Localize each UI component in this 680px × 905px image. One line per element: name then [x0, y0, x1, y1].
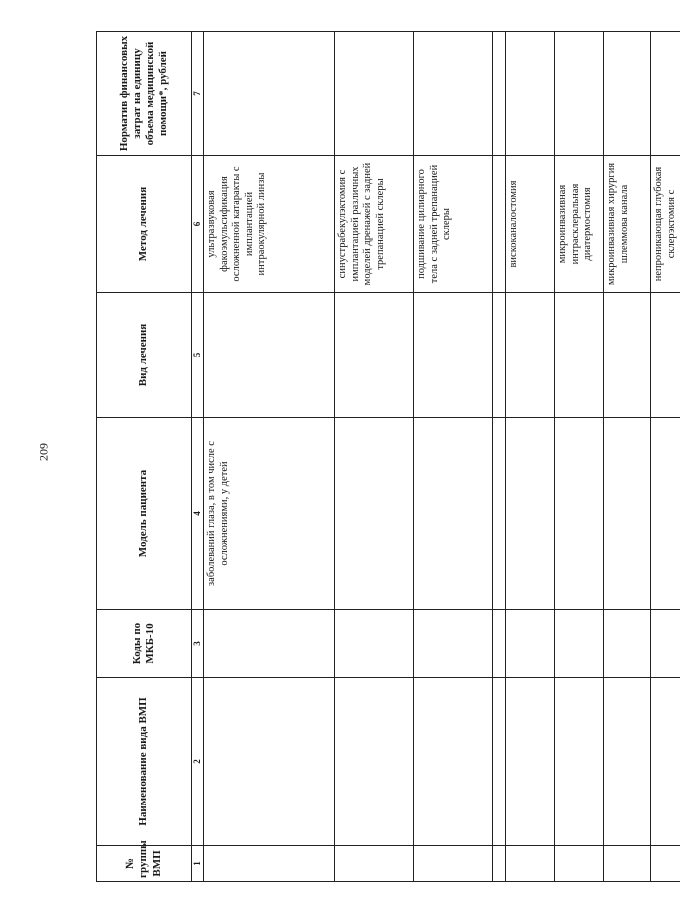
method-cell: микроинвазивная хирургия шлеммова канала: [604, 156, 651, 293]
column-number: 7: [192, 32, 204, 156]
method-cell: [493, 156, 506, 293]
rotated-table-container: [96, 32, 677, 882]
header-treatment-type: Вид лечения: [97, 293, 192, 418]
column-number: 2: [192, 678, 204, 846]
table-row: [604, 32, 651, 882]
column-number: 6: [192, 156, 204, 293]
column-number: 3: [192, 610, 204, 678]
method-cell: синустрабекулэктомия с имплантацией различных моделей дренажей с задней трепанацией склеры: [335, 156, 414, 293]
method-cell: подшивание цилиарного тела с задней трепанацией склеры: [414, 156, 493, 293]
table-row: [335, 32, 414, 882]
vmp-table: [96, 31, 680, 882]
header-row: [97, 32, 192, 882]
page-number: 209: [36, 443, 51, 461]
patient-model-cell: заболеваний глаза, в том числе с осложнениями, у детей: [204, 418, 335, 610]
method-cell: микроинвазивная интрасклеральная диатермостомия: [555, 156, 604, 293]
column-number-row: [192, 32, 204, 882]
header-cost-standard: Норматив финансовых затрат на единицу объема медицинской помощи*, рублей: [97, 32, 192, 156]
header-treatment-method: Метод лечения: [97, 156, 192, 293]
column-number: 4: [192, 418, 204, 610]
column-number: 5: [192, 293, 204, 418]
method-cell: вискоканалостомия: [506, 156, 555, 293]
method-cell: ультразвуковая факоэмульсификация осложненной катаракты с имплантацией интраокулярной линзы: [204, 156, 335, 293]
column-number: 1: [192, 846, 204, 882]
table-row: [555, 32, 604, 882]
table-row: [204, 32, 335, 882]
header-icd-codes: Коды по МКБ-10: [97, 610, 192, 678]
header-patient-model: Модель пациента: [97, 418, 192, 610]
header-vmp-name: Наименование вида ВМП: [97, 678, 192, 846]
header-group-number: № группы ВМП: [97, 846, 192, 882]
table-row: [414, 32, 493, 882]
table-row: [651, 32, 680, 882]
table-row: [506, 32, 555, 882]
method-cell: непроникающая глубокая склерэктомия с: [651, 156, 680, 293]
table-row: [493, 32, 506, 882]
